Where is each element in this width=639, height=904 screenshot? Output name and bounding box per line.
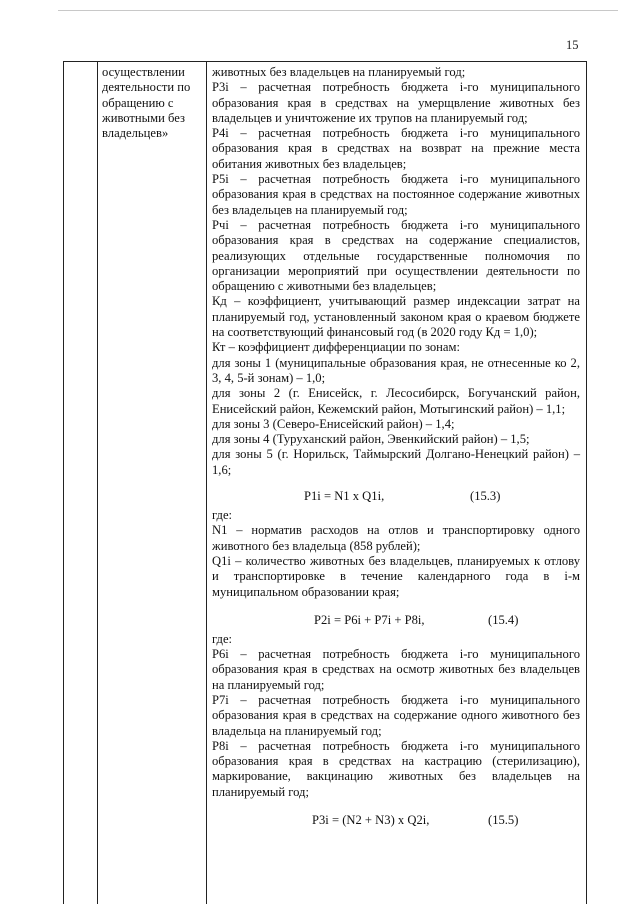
zone-5-coefficient: для зоны 5 (г. Норильск, Таймырский Долгано-Ненецкий район) – 1,6; (212, 447, 580, 477)
formula-number: (15.4) (488, 612, 519, 627)
formula-number: (15.5) (488, 813, 519, 828)
definition-P4i: P4i – расчетная потребность бюджета i-го муниципального образования края в средствах на возврат на прежние места обитания животных без владельцев; (212, 126, 580, 171)
table-top-border (63, 61, 587, 62)
definition-P3i: P3i – расчетная потребность бюджета i-го муниципального образования края в средствах на умерщвление животных без владельцев и уничтожение их трупов на планируемый год; (212, 80, 580, 125)
row-label-cell: осуществлении деятельности по обращению с животными без владельцев» (102, 65, 191, 141)
definition-Kt: Кт – коэффициент дифференциации по зонам: (212, 340, 460, 355)
where-label: где: (212, 631, 233, 646)
definition-P5i: P5i – расчетная потребность бюджета i-го муниципального образования края в средствах на постоянное содержание животных без владельцев на планируемый год; (212, 172, 580, 217)
zone-4-coefficient: для зоны 4 (Туруханский район, Эвенкийский район) – 1,5; (212, 432, 530, 447)
table-column-divider-2 (206, 61, 207, 904)
definition-P7i: P7i – расчетная потребность бюджета i-го муниципального образования края в средствах на содержание одного животного без владельца на планируемый год; (212, 692, 580, 738)
formula-number: (15.3) (470, 489, 501, 504)
text-paragraph: животных без владельцев на планируемый год; (212, 65, 466, 79)
where-label: где: (212, 508, 233, 523)
table-left-border (63, 61, 64, 904)
row-content-cell (212, 65, 580, 828)
formula-15-3 (212, 488, 580, 504)
table-right-border (586, 61, 587, 904)
formula-expression: P1i = N1 x Q1i, (304, 489, 385, 504)
zone-1-coefficient: для зоны 1 (муниципальные образования края, не отнесенные ко 2, 3, 4, 5-й зонам) – 1,0; (212, 355, 580, 385)
definition-N1: N1 – норматив расходов на отлов и транспортировку одного животного без владельца (858 рублей); (212, 523, 580, 553)
table-column-divider-1 (97, 61, 98, 904)
definition-Pchi: Pчi – расчетная потребность бюджета i-го муниципального образования края в средствах на содержание специалистов, реализующих отдельные государственные полномочия по организации мероприятий при осуществлении деятельности по обращению с животными без владельцев; (212, 217, 580, 294)
definition-P6i: P6i – расчетная потребность бюджета i-го муниципального образования края в средствах на осмотр животных без владельцев на планируемый год; (212, 647, 580, 692)
formula-15-5 (212, 812, 580, 828)
page-number: 15 (566, 38, 579, 52)
formula-15-4 (212, 612, 580, 628)
formula-expression: P2i = P6i + P7i + P8i, (314, 612, 425, 627)
zone-3-coefficient: для зоны 3 (Северо-Енисейский район) – 1,4; (212, 416, 455, 431)
definition-Kd: Кд – коэффициент, учитывающий размер индексации затрат на планируемый год, установленный законом края о краевом бюджете на соответствующий финансовый год (в 2020 году Кд = 1,0); (212, 294, 580, 340)
zone-2-coefficient: для зоны 2 (г. Енисейск, г. Лесосибирск, Богучанский район, Енисейский район, Кежемский район, Мотыгинский район) – 1,1; (212, 386, 580, 416)
definition-Q1i: Q1i – количество животных без владельцев, планируемых к отлову и транспортировке в течение календарного года в i-м муниципальном образовании края; (212, 553, 580, 599)
formula-expression: P3i = (N2 + N3) x Q2i, (312, 813, 430, 828)
definition-P8i: P8i – расчетная потребность бюджета i-го муниципального образования края в средствах на кастрацию (стерилизацию), маркирование, вакцинацию животных без владельцев на планируемый год; (212, 738, 580, 799)
